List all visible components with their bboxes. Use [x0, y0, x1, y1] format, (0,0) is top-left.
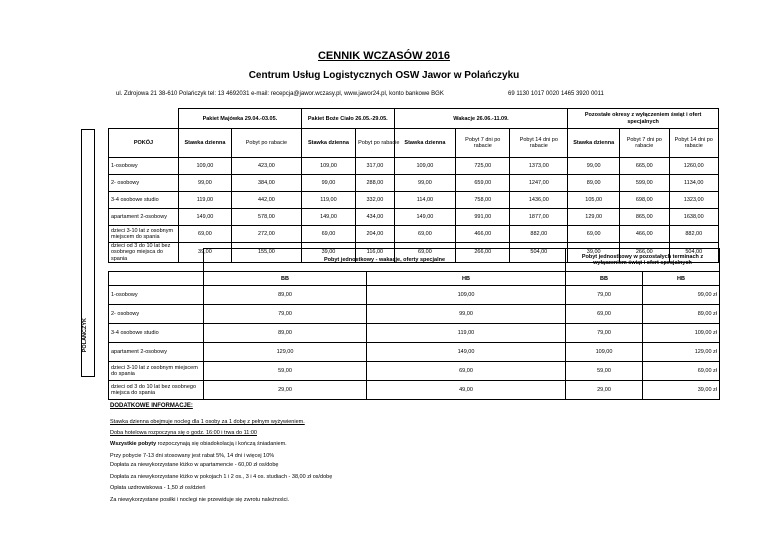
price-cell: 1247,00: [510, 175, 568, 192]
col-bb-other: BB: [566, 272, 643, 286]
price-cell: 89,00 zł: [643, 305, 720, 324]
room-name: 3-4 osobowe studio: [109, 192, 179, 209]
room-name: 2- osobowy: [109, 305, 204, 324]
info-line: Dopłata za niewykorzystane łóżko w pokojach 1 i 2 os., 3 i 4 os. studiach - 38,00 zł os/dobę: [110, 474, 333, 480]
info-line: Dopłata za niewykorzystane łóżko w apartamencie - 60,00 zł os/dobę: [110, 462, 279, 468]
info-line: Wszystkie pobyty rozpoczynają się obiadokolacją i kończą śniadaniem.: [110, 441, 287, 447]
col-after-discount-label: po rabacie: [373, 140, 400, 146]
col-daily-rate: Stawka dzienna: [394, 129, 455, 158]
price-cell: 69,00: [178, 226, 231, 243]
price-cell: 423,00: [231, 158, 301, 175]
price-cell: 504,00: [510, 243, 568, 263]
room-name: 3-4 osobowe studio: [109, 324, 204, 343]
package-price-table: [108, 108, 719, 263]
price-cell: 79,00: [204, 305, 367, 324]
price-cell: 29,00: [204, 381, 367, 400]
info-heading: DODATKOWE INFORMACJE:: [110, 403, 193, 409]
col-daily-rate: Stawka dzienna: [301, 129, 355, 158]
info-line: Opłata uzdrowiskowa - 1,50 zł os/dzień: [110, 485, 206, 491]
info-line: Za niewykorzystane posiłki i noclegi nie przewiduje się zwrotu należności.: [110, 497, 290, 503]
col-stay-label: Pobyt: [358, 140, 373, 146]
sidebar-box: [81, 129, 95, 377]
room-name: dzieci 3-10 lat z osobnym miejscem do spania: [109, 362, 204, 381]
room-name: 2- osobowy: [109, 175, 179, 192]
table-row: [109, 324, 720, 343]
price-cell: 129,00: [568, 209, 620, 226]
package-rows: [109, 158, 719, 263]
price-cell: 882,00: [510, 226, 568, 243]
room-header: POKÓJ: [109, 129, 179, 158]
price-cell: 504,00: [669, 243, 719, 263]
price-cell: 725,00: [456, 158, 510, 175]
info-line: Przy pobycie 7-13 dni stosowany jest rabat 5%, 14 dni i więcej 10%: [110, 453, 275, 459]
price-cell: 69,00 zł: [643, 362, 720, 381]
table-row: [109, 381, 720, 400]
price-cell: 466,00: [456, 226, 510, 243]
col-daily-rate: Stawka dzienna: [178, 129, 231, 158]
address-line: ul. Zdrojowa 21 38-610 Polańczyk tel: 13 4692031 e-mail: recepcja@jawor.wczasy.pl, www.jawor24.pl, konto bankowe BGK: [116, 91, 444, 97]
price-cell: 1323,00: [669, 192, 719, 209]
period-wakacje: Wakacje 26.06.-11.09.: [394, 109, 568, 129]
price-cell: 39,00 zł: [643, 381, 720, 400]
page-subtitle: Centrum Usług Logistycznych OSW Jawor w Polańczyku: [248, 70, 520, 81]
price-cell: 149,00: [301, 209, 355, 226]
price-cell: 659,00: [456, 175, 510, 192]
info-line: Doba hotelowa rozpoczyna się o godz. 16:00 i trwa do 11:00: [110, 430, 257, 436]
price-cell: 1134,00: [669, 175, 719, 192]
price-cell: 149,00: [178, 209, 231, 226]
price-cell: 69,00: [301, 226, 355, 243]
table-row: [109, 209, 719, 226]
col-daily-rate: Stawka dzienna: [568, 129, 620, 158]
price-cell: 434,00: [356, 209, 395, 226]
price-cell: 29,00: [566, 381, 643, 400]
price-cell: 39,00: [301, 243, 355, 263]
col-stay-14: Pobyt 14 dni po rabacie: [669, 129, 719, 158]
price-cell: 317,00: [356, 158, 395, 175]
price-cell: 109,00: [367, 286, 566, 305]
price-cell: 99,00: [178, 175, 231, 192]
price-cell: 1638,00: [669, 209, 719, 226]
price-cell: 698,00: [620, 192, 669, 209]
bank-account: 69 1130 1017 0020 1465 3920 0011: [508, 91, 604, 97]
price-cell: 109,00 zł: [643, 324, 720, 343]
price-cell: 882,00: [669, 226, 719, 243]
price-cell: 109,00: [301, 158, 355, 175]
price-cell: 69,00: [568, 226, 620, 243]
room-name: dzieci od 3 do 10 lat bez osobnego miejsca do spania: [109, 381, 204, 400]
price-cell: 758,00: [456, 192, 510, 209]
sidebar-label: POLAŃCZYK: [82, 318, 88, 353]
price-cell: 69,00: [394, 243, 455, 263]
price-cell: 466,00: [620, 226, 669, 243]
single-summer-title: Pobyt jednostkowy - wakacje, oferty specjalne: [204, 249, 566, 272]
price-cell: 39,00: [178, 243, 231, 263]
col-bb: BB: [204, 272, 367, 286]
period-majowka: Pakiet Majówka 29.04.-03.05.: [178, 109, 301, 129]
price-cell: 99,00: [301, 175, 355, 192]
col-stay-7: Pobyt 7 dni po rabacie: [620, 129, 669, 158]
price-cell: 69,00: [367, 362, 566, 381]
price-cell: 665,00: [620, 158, 669, 175]
page-title: CENNIK WCZASÓW 2016: [317, 50, 451, 62]
price-cell: 578,00: [231, 209, 301, 226]
price-cell: 865,00: [620, 209, 669, 226]
table-row: [109, 362, 720, 381]
price-cell: 79,00: [566, 286, 643, 305]
price-cell: 119,00: [301, 192, 355, 209]
price-cell: 129,00: [204, 343, 367, 362]
price-cell: 89,00: [568, 175, 620, 192]
price-cell: 99,00 zł: [643, 286, 720, 305]
price-cell: 119,00: [178, 192, 231, 209]
room-name: 1-osobowy: [109, 286, 204, 305]
price-cell: 89,00: [204, 286, 367, 305]
price-cell: 59,00: [566, 362, 643, 381]
price-cell: 1436,00: [510, 192, 568, 209]
price-cell: 79,00: [566, 324, 643, 343]
col-hb: HB: [367, 272, 566, 286]
period-boze-cialo: Pakiet Boże Ciało 26.05.-29.05.: [301, 109, 394, 129]
price-cell: 1373,00: [510, 158, 568, 175]
price-cell: 116,00: [356, 243, 395, 263]
price-cell: 599,00: [620, 175, 669, 192]
room-name: apartament 2-osobowy: [109, 209, 179, 226]
price-cell: 109,00: [178, 158, 231, 175]
price-cell: 266,00: [620, 243, 669, 263]
price-cell: 442,00: [231, 192, 301, 209]
room-name: dzieci od 3 do 10 lat bez osobnego miejsca do spania: [109, 243, 179, 263]
room-name: dzieci 3-10 lat z osobnym miejscem do spania: [109, 226, 179, 243]
price-cell: 149,00: [394, 209, 455, 226]
price-cell: 59,00: [204, 362, 367, 381]
col-hb-other: HB: [643, 272, 720, 286]
price-cell: 89,00: [204, 324, 367, 343]
price-cell: 384,00: [231, 175, 301, 192]
price-cell: 149,00: [367, 343, 566, 362]
table-row: [109, 192, 719, 209]
price-cell: 119,00: [367, 324, 566, 343]
single-stay-table: [108, 248, 720, 400]
col-discount-stay: Pobyt po rabacie: [231, 129, 301, 158]
price-cell: 109,00: [566, 343, 643, 362]
price-cell: 109,00: [394, 158, 455, 175]
table-row: [109, 175, 719, 192]
price-cell: 155,00: [231, 243, 301, 263]
price-cell: 272,00: [231, 226, 301, 243]
table-row: [109, 343, 720, 362]
price-cell: 204,00: [356, 226, 395, 243]
price-cell: 69,00: [566, 305, 643, 324]
price-cell: 105,00: [568, 192, 620, 209]
price-cell: 129,00 zł: [643, 343, 720, 362]
price-cell: 39,00: [568, 243, 620, 263]
table-row: [109, 226, 719, 243]
col-stay-14: Pobyt 14 dni po rabacie: [510, 129, 568, 158]
price-cell: 69,00: [394, 226, 455, 243]
price-cell: 1260,00: [669, 158, 719, 175]
price-cell: 288,00: [356, 175, 395, 192]
table-row: [109, 158, 719, 175]
price-cell: 49,00: [367, 381, 566, 400]
col-stay-7: Pobyt 7 dni po rabacie: [456, 129, 510, 158]
price-cell: 991,00: [456, 209, 510, 226]
info-line: Stawka dzienna obejmuje nocleg dla 1 osoby za 1 dobę z pełnym wyżywieniem.: [110, 419, 305, 425]
price-cell: 332,00: [356, 192, 395, 209]
price-cell: 99,00: [394, 175, 455, 192]
table-row: [109, 286, 720, 305]
col-discount-stay: [356, 129, 400, 158]
price-cell: 1877,00: [510, 209, 568, 226]
price-cell: 99,00: [568, 158, 620, 175]
period-other: Pozostałe okresy z wyłączeniem świąt i ofert specjalnych: [568, 109, 719, 129]
single-rows: [109, 286, 720, 400]
price-cell: 266,00: [456, 243, 510, 263]
room-name: 1-osobowy: [109, 158, 179, 175]
price-cell: 99,00: [367, 305, 566, 324]
single-other-title: Pobyt jednostkowy w pozostałych terminach z wyłączeniem świąt i ofert specjalnych: [566, 249, 720, 272]
room-name: apartament 2-osobowy: [109, 343, 204, 362]
table-row: [109, 305, 720, 324]
price-cell: 114,00: [394, 192, 455, 209]
